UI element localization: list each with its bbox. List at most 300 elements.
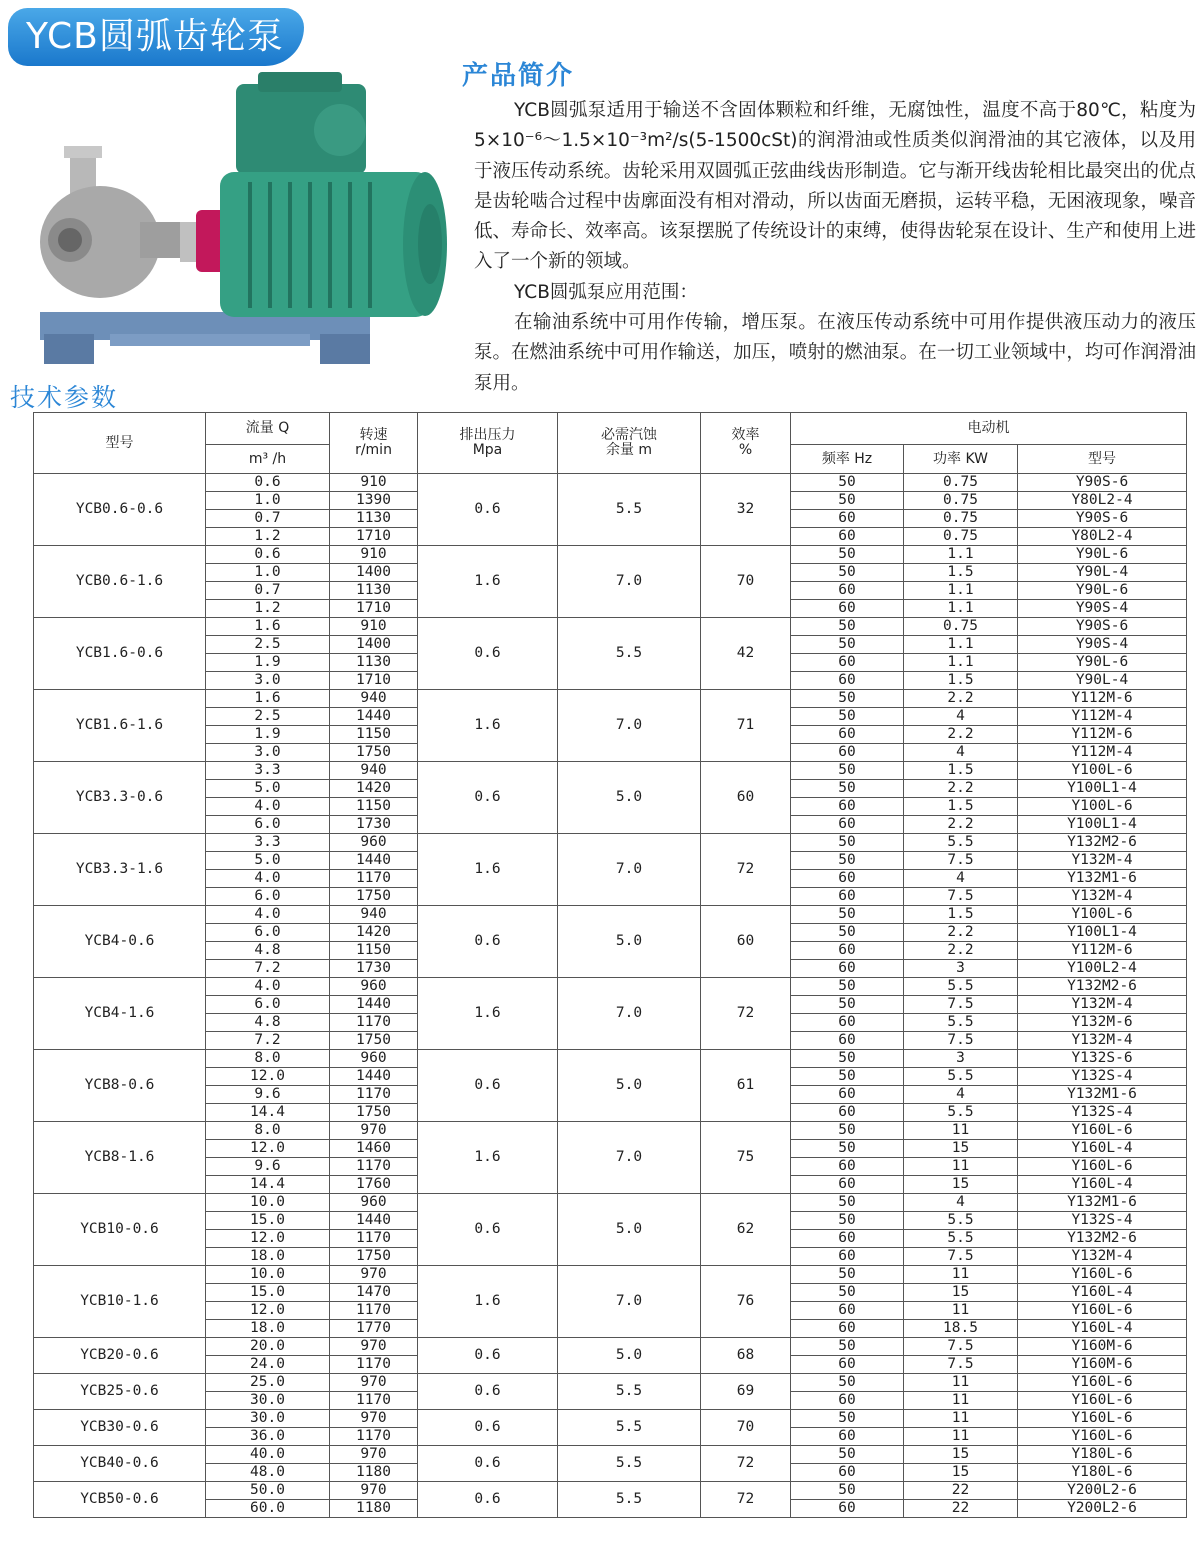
cell-speed: 1470: [330, 1284, 418, 1302]
cell-frequency: 50: [791, 708, 904, 726]
cell-efficiency: 60: [701, 762, 791, 834]
cell-flow: 1.2: [206, 528, 330, 546]
cell-pressure: 0.6: [418, 1410, 558, 1446]
cell-power: 5.5: [904, 1014, 1018, 1032]
cell-speed: 940: [330, 690, 418, 708]
cell-power: 4: [904, 1086, 1018, 1104]
cell-frequency: 60: [791, 1302, 904, 1320]
col-motor: 电动机: [791, 413, 1187, 445]
cell-motor-model: Y90L-4: [1018, 672, 1187, 690]
cell-speed: 1750: [330, 1248, 418, 1266]
cell-frequency: 60: [791, 1230, 904, 1248]
cell-efficiency: 61: [701, 1050, 791, 1122]
cell-flow: 1.0: [206, 492, 330, 510]
cell-frequency: 50: [791, 996, 904, 1014]
cell-npsh: 7.0: [558, 1266, 701, 1338]
cell-model: YCB4-1.6: [34, 978, 206, 1050]
cell-flow: 60.0: [206, 1500, 330, 1518]
cell-speed: 1770: [330, 1320, 418, 1338]
cell-power: 5.5: [904, 1104, 1018, 1122]
cell-motor-model: Y112M-4: [1018, 708, 1187, 726]
cell-pressure: 0.6: [418, 1338, 558, 1374]
cell-power: 5.5: [904, 1068, 1018, 1086]
cell-frequency: 60: [791, 1428, 904, 1446]
cell-frequency: 50: [791, 1410, 904, 1428]
cell-speed: 1440: [330, 852, 418, 870]
cell-speed: 960: [330, 834, 418, 852]
col-frequency: 频率 Hz: [791, 445, 904, 474]
cell-npsh: 7.0: [558, 546, 701, 618]
cell-flow: 1.2: [206, 600, 330, 618]
cell-power: 11: [904, 1410, 1018, 1428]
cell-npsh: 5.0: [558, 762, 701, 834]
cell-speed: 1710: [330, 672, 418, 690]
cell-speed: 970: [330, 1122, 418, 1140]
cell-power: 1.5: [904, 762, 1018, 780]
table-row: [34, 1446, 1187, 1464]
cell-frequency: 50: [791, 1374, 904, 1392]
cell-frequency: 60: [791, 726, 904, 744]
cell-motor-model: Y80L2-4: [1018, 492, 1187, 510]
cell-efficiency: 70: [701, 1410, 791, 1446]
cell-motor-model: Y100L1-4: [1018, 816, 1187, 834]
cell-frequency: 50: [791, 1212, 904, 1230]
cell-power: 4: [904, 744, 1018, 762]
cell-motor-model: Y132S-4: [1018, 1068, 1187, 1086]
cell-speed: 1150: [330, 798, 418, 816]
cell-motor-model: Y112M-6: [1018, 690, 1187, 708]
cell-model: YCB4-0.6: [34, 906, 206, 978]
cell-efficiency: 72: [701, 1482, 791, 1518]
cell-speed: 1750: [330, 1032, 418, 1050]
intro-heading: 产品简介: [462, 61, 575, 91]
cell-motor-model: Y132M-4: [1018, 1248, 1187, 1266]
cell-power: 5.5: [904, 1212, 1018, 1230]
cell-npsh: 5.5: [558, 474, 701, 546]
cell-frequency: 50: [791, 492, 904, 510]
cell-motor-model: Y160L-4: [1018, 1176, 1187, 1194]
cell-speed: 1180: [330, 1500, 418, 1518]
cell-flow: 5.0: [206, 852, 330, 870]
cell-flow: 0.7: [206, 582, 330, 600]
cell-frequency: 50: [791, 834, 904, 852]
cell-speed: 910: [330, 618, 418, 636]
cell-flow: 6.0: [206, 996, 330, 1014]
cell-power: 0.75: [904, 528, 1018, 546]
cell-power: 7.5: [904, 1032, 1018, 1050]
cell-npsh: 5.0: [558, 1194, 701, 1266]
cell-frequency: 50: [791, 546, 904, 564]
cell-motor-model: Y132M-4: [1018, 1032, 1187, 1050]
cell-power: 2.2: [904, 816, 1018, 834]
cell-flow: 12.0: [206, 1302, 330, 1320]
cell-power: 7.5: [904, 1248, 1018, 1266]
cell-flow: 50.0: [206, 1482, 330, 1500]
cell-flow: 10.0: [206, 1266, 330, 1284]
cell-power: 0.75: [904, 510, 1018, 528]
cell-power: 2.2: [904, 780, 1018, 798]
cell-motor-model: Y160L-4: [1018, 1140, 1187, 1158]
cell-flow: 8.0: [206, 1050, 330, 1068]
cell-motor-model: Y180L-6: [1018, 1464, 1187, 1482]
cell-pressure: 0.6: [418, 762, 558, 834]
cell-motor-model: Y160L-4: [1018, 1284, 1187, 1302]
cell-motor-model: Y132M-4: [1018, 888, 1187, 906]
intro-paragraph: YCB圆弧泵适用于输送不含固体颗粒和纤维，无腐蚀性，温度不高于80℃，粘度为5×10⁻⁶～1.5×10⁻³m²/s(5-1500cSt)的润滑油或性质类似润滑油的其它液体，以及用于液压传动系统。齿轮采用双圆弧正弦曲线齿形制造。它与渐开线齿轮相比最突出的优点是齿轮啮合过程中齿廓面没有相对滑动，所以齿面无磨损，运转平稳，无困液现象，噪音低、寿命长、效率高。该泵摆脱了传统设计的束缚，使得齿轮泵在设计、生产和使用上进入了一个新的领域。: [474, 100, 1196, 273]
cell-flow: 14.4: [206, 1176, 330, 1194]
cell-motor-model: Y180L-6: [1018, 1446, 1187, 1464]
cell-model: YCB3.3-1.6: [34, 834, 206, 906]
cell-model: YCB8-0.6: [34, 1050, 206, 1122]
cell-speed: 1400: [330, 564, 418, 582]
table-row: [34, 1194, 1187, 1212]
cell-efficiency: 68: [701, 1338, 791, 1374]
cell-flow: 1.9: [206, 726, 330, 744]
cell-motor-model: Y132M-6: [1018, 1014, 1187, 1032]
cell-flow: 18.0: [206, 1320, 330, 1338]
intro-text: [474, 96, 1196, 399]
cell-model: YCB0.6-0.6: [34, 474, 206, 546]
cell-flow: 1.6: [206, 690, 330, 708]
cell-power: 3: [904, 1050, 1018, 1068]
cell-speed: 1170: [330, 1014, 418, 1032]
cell-frequency: 50: [791, 564, 904, 582]
cell-speed: 910: [330, 546, 418, 564]
cell-motor-model: Y200L2-6: [1018, 1500, 1187, 1518]
cell-power: 1.5: [904, 906, 1018, 924]
cell-speed: 1750: [330, 744, 418, 762]
cell-power: 22: [904, 1500, 1018, 1518]
cell-efficiency: 42: [701, 618, 791, 690]
cell-flow: 20.0: [206, 1338, 330, 1356]
cell-power: 1.5: [904, 672, 1018, 690]
cell-power: 15: [904, 1464, 1018, 1482]
cell-flow: 15.0: [206, 1284, 330, 1302]
cell-frequency: 60: [791, 1014, 904, 1032]
cell-motor-model: Y132M2-6: [1018, 1230, 1187, 1248]
gear-pump-photo: [30, 72, 450, 372]
cell-flow: 12.0: [206, 1230, 330, 1248]
cell-efficiency: 72: [701, 978, 791, 1050]
cell-speed: 1440: [330, 996, 418, 1014]
cell-flow: 30.0: [206, 1410, 330, 1428]
cell-frequency: 50: [791, 618, 904, 636]
cell-speed: 1750: [330, 1104, 418, 1122]
cell-motor-model: Y132M2-6: [1018, 978, 1187, 996]
cell-power: 0.75: [904, 474, 1018, 492]
cell-pressure: 0.6: [418, 1482, 558, 1518]
table-row: [34, 474, 1187, 492]
intro-paragraph: YCB圆弧泵应用范围：: [514, 281, 698, 303]
table-row: [34, 1374, 1187, 1392]
cell-motor-model: Y132S-4: [1018, 1212, 1187, 1230]
cell-pressure: 0.6: [418, 1050, 558, 1122]
cell-model: YCB1.6-1.6: [34, 690, 206, 762]
cell-power: 11: [904, 1428, 1018, 1446]
cell-motor-model: Y132S-6: [1018, 1050, 1187, 1068]
cell-frequency: 60: [791, 600, 904, 618]
cell-speed: 1170: [330, 1356, 418, 1374]
cell-frequency: 60: [791, 510, 904, 528]
cell-power: 3: [904, 960, 1018, 978]
cell-frequency: 50: [791, 780, 904, 798]
cell-power: 1.1: [904, 636, 1018, 654]
cell-flow: 8.0: [206, 1122, 330, 1140]
cell-frequency: 50: [791, 690, 904, 708]
cell-frequency: 60: [791, 942, 904, 960]
cell-motor-model: Y160L-6: [1018, 1266, 1187, 1284]
cell-frequency: 50: [791, 924, 904, 942]
cell-flow: 10.0: [206, 1194, 330, 1212]
cell-flow: 1.9: [206, 654, 330, 672]
cell-speed: 1170: [330, 1086, 418, 1104]
cell-motor-model: Y100L1-4: [1018, 780, 1187, 798]
cell-flow: 0.7: [206, 510, 330, 528]
table-row: [34, 546, 1187, 564]
cell-flow: 2.5: [206, 636, 330, 654]
cell-flow: 3.3: [206, 762, 330, 780]
specs-heading: 技术参数: [10, 383, 119, 412]
cell-npsh: 5.0: [558, 1338, 701, 1374]
cell-frequency: 60: [791, 960, 904, 978]
table-row: [34, 1266, 1187, 1284]
cell-frequency: 60: [791, 1158, 904, 1176]
cell-speed: 970: [330, 1446, 418, 1464]
col-npsh: 必需汽蚀 余量 m: [558, 413, 701, 474]
cell-npsh: 5.0: [558, 906, 701, 978]
cell-power: 4: [904, 708, 1018, 726]
cell-speed: 1730: [330, 816, 418, 834]
cell-frequency: 60: [791, 798, 904, 816]
cell-motor-model: Y160L-4: [1018, 1320, 1187, 1338]
cell-npsh: 5.0: [558, 1050, 701, 1122]
cell-flow: 7.2: [206, 1032, 330, 1050]
cell-pressure: 1.6: [418, 546, 558, 618]
cell-power: 7.5: [904, 1356, 1018, 1374]
cell-speed: 970: [330, 1338, 418, 1356]
cell-speed: 1760: [330, 1176, 418, 1194]
cell-flow: 24.0: [206, 1356, 330, 1374]
cell-pressure: 0.6: [418, 474, 558, 546]
cell-power: 2.2: [904, 942, 1018, 960]
cell-pressure: 1.6: [418, 978, 558, 1050]
cell-flow: 6.0: [206, 888, 330, 906]
cell-model: YCB1.6-0.6: [34, 618, 206, 690]
cell-speed: 1420: [330, 924, 418, 942]
cell-frequency: 50: [791, 1284, 904, 1302]
cell-frequency: 50: [791, 906, 904, 924]
cell-pressure: 1.6: [418, 1266, 558, 1338]
cell-motor-model: Y100L-6: [1018, 798, 1187, 816]
cell-efficiency: 72: [701, 1446, 791, 1482]
cell-frequency: 60: [791, 1500, 904, 1518]
cell-speed: 1130: [330, 510, 418, 528]
cell-frequency: 60: [791, 1320, 904, 1338]
page-title: YCB圆弧齿轮泵: [8, 8, 304, 66]
cell-motor-model: Y100L-6: [1018, 762, 1187, 780]
cell-frequency: 60: [791, 816, 904, 834]
cell-flow: 36.0: [206, 1428, 330, 1446]
cell-pressure: 0.6: [418, 1194, 558, 1266]
cell-motor-model: Y160L-6: [1018, 1122, 1187, 1140]
cell-power: 1.1: [904, 582, 1018, 600]
cell-flow: 18.0: [206, 1248, 330, 1266]
cell-speed: 1170: [330, 1302, 418, 1320]
cell-speed: 1170: [330, 1392, 418, 1410]
cell-npsh: 7.0: [558, 690, 701, 762]
cell-flow: 40.0: [206, 1446, 330, 1464]
cell-frequency: 50: [791, 1446, 904, 1464]
cell-pressure: 1.6: [418, 690, 558, 762]
intro-paragraph: 在输油系统中可用作传输，增压泵。在液压传动系统中可用作提供液压动力的液压泵。在燃油系统中可用作输送，加压，喷射的燃油泵。在一切工业领域中，均可作润滑油泵用。: [474, 312, 1196, 394]
cell-frequency: 60: [791, 1464, 904, 1482]
cell-power: 7.5: [904, 996, 1018, 1014]
cell-npsh: 5.5: [558, 618, 701, 690]
table-row: [34, 978, 1187, 996]
cell-motor-model: Y90S-4: [1018, 636, 1187, 654]
cell-speed: 1150: [330, 726, 418, 744]
cell-motor-model: Y160L-6: [1018, 1392, 1187, 1410]
cell-flow: 3.3: [206, 834, 330, 852]
cell-speed: 1710: [330, 528, 418, 546]
col-flow-unit: m³ /h: [206, 445, 330, 474]
cell-motor-model: Y160M-6: [1018, 1356, 1187, 1374]
cell-frequency: 50: [791, 1140, 904, 1158]
cell-power: 4: [904, 1194, 1018, 1212]
table-row: [34, 1050, 1187, 1068]
cell-flow: 15.0: [206, 1212, 330, 1230]
cell-frequency: 60: [791, 1032, 904, 1050]
cell-speed: 1440: [330, 708, 418, 726]
cell-frequency: 50: [791, 1050, 904, 1068]
cell-motor-model: Y160L-6: [1018, 1158, 1187, 1176]
cell-flow: 12.0: [206, 1140, 330, 1158]
cell-motor-model: Y160L-6: [1018, 1410, 1187, 1428]
cell-flow: 9.6: [206, 1158, 330, 1176]
cell-speed: 1150: [330, 942, 418, 960]
cell-power: 2.2: [904, 726, 1018, 744]
cell-frequency: 60: [791, 1356, 904, 1374]
cell-motor-model: Y160L-6: [1018, 1428, 1187, 1446]
cell-frequency: 60: [791, 744, 904, 762]
cell-motor-model: Y112M-6: [1018, 942, 1187, 960]
table-row: [34, 1482, 1187, 1500]
cell-power: 15: [904, 1176, 1018, 1194]
cell-speed: 1390: [330, 492, 418, 510]
cell-speed: 1440: [330, 1068, 418, 1086]
cell-npsh: 7.0: [558, 834, 701, 906]
cell-power: 15: [904, 1140, 1018, 1158]
cell-frequency: 50: [791, 1266, 904, 1284]
cell-npsh: 5.5: [558, 1374, 701, 1410]
cell-flow: 3.0: [206, 672, 330, 690]
cell-model: YCB50-0.6: [34, 1482, 206, 1518]
cell-efficiency: 72: [701, 834, 791, 906]
cell-motor-model: Y100L-6: [1018, 906, 1187, 924]
cell-power: 15: [904, 1446, 1018, 1464]
cell-flow: 25.0: [206, 1374, 330, 1392]
cell-power: 7.5: [904, 1338, 1018, 1356]
cell-speed: 970: [330, 1266, 418, 1284]
cell-speed: 1440: [330, 1212, 418, 1230]
table-row: [34, 1410, 1187, 1428]
cell-flow: 4.8: [206, 1014, 330, 1032]
cell-motor-model: Y90S-6: [1018, 474, 1187, 492]
cell-frequency: 60: [791, 582, 904, 600]
cell-frequency: 60: [791, 528, 904, 546]
cell-frequency: 50: [791, 978, 904, 996]
cell-power: 0.75: [904, 492, 1018, 510]
cell-model: YCB3.3-0.6: [34, 762, 206, 834]
cell-flow: 7.2: [206, 960, 330, 978]
cell-motor-model: Y80L2-4: [1018, 528, 1187, 546]
cell-speed: 1170: [330, 1230, 418, 1248]
cell-speed: 910: [330, 474, 418, 492]
cell-frequency: 60: [791, 1248, 904, 1266]
cell-power: 11: [904, 1266, 1018, 1284]
cell-motor-model: Y90L-6: [1018, 654, 1187, 672]
cell-motor-model: Y90S-6: [1018, 510, 1187, 528]
col-model: 型号: [34, 413, 206, 474]
cell-model: YCB20-0.6: [34, 1338, 206, 1374]
col-speed: 转速 r/min: [330, 413, 418, 474]
cell-power: 1.5: [904, 798, 1018, 816]
cell-model: YCB25-0.6: [34, 1374, 206, 1410]
cell-model: YCB8-1.6: [34, 1122, 206, 1194]
cell-power: 7.5: [904, 852, 1018, 870]
cell-frequency: 60: [791, 1086, 904, 1104]
cell-model: YCB10-0.6: [34, 1194, 206, 1266]
cell-speed: 940: [330, 906, 418, 924]
cell-speed: 1730: [330, 960, 418, 978]
cell-speed: 960: [330, 1194, 418, 1212]
col-pressure: 排出压力 Mpa: [418, 413, 558, 474]
cell-power: 15: [904, 1284, 1018, 1302]
cell-flow: 9.6: [206, 1086, 330, 1104]
cell-frequency: 60: [791, 1104, 904, 1122]
table-row: [34, 1122, 1187, 1140]
cell-frequency: 60: [791, 1176, 904, 1194]
cell-frequency: 60: [791, 888, 904, 906]
cell-frequency: 50: [791, 636, 904, 654]
cell-speed: 1460: [330, 1140, 418, 1158]
cell-npsh: 5.5: [558, 1410, 701, 1446]
cell-flow: 30.0: [206, 1392, 330, 1410]
cell-frequency: 50: [791, 1068, 904, 1086]
table-row: [34, 762, 1187, 780]
cell-speed: 970: [330, 1374, 418, 1392]
cell-speed: 1130: [330, 654, 418, 672]
cell-flow: 3.0: [206, 744, 330, 762]
cell-power: 1.1: [904, 600, 1018, 618]
cell-power: 11: [904, 1122, 1018, 1140]
table-row: [34, 1338, 1187, 1356]
cell-motor-model: Y132M1-6: [1018, 1086, 1187, 1104]
cell-power: 1.5: [904, 564, 1018, 582]
cell-efficiency: 32: [701, 474, 791, 546]
cell-efficiency: 60: [701, 906, 791, 978]
cell-motor-model: Y90S-4: [1018, 600, 1187, 618]
cell-speed: 940: [330, 762, 418, 780]
cell-model: YCB0.6-1.6: [34, 546, 206, 618]
cell-frequency: 60: [791, 654, 904, 672]
spec-table: [33, 412, 1187, 1518]
cell-power: 7.5: [904, 888, 1018, 906]
cell-flow: 4.8: [206, 942, 330, 960]
cell-motor-model: Y132M1-6: [1018, 1194, 1187, 1212]
cell-power: 5.5: [904, 834, 1018, 852]
cell-frequency: 60: [791, 1392, 904, 1410]
